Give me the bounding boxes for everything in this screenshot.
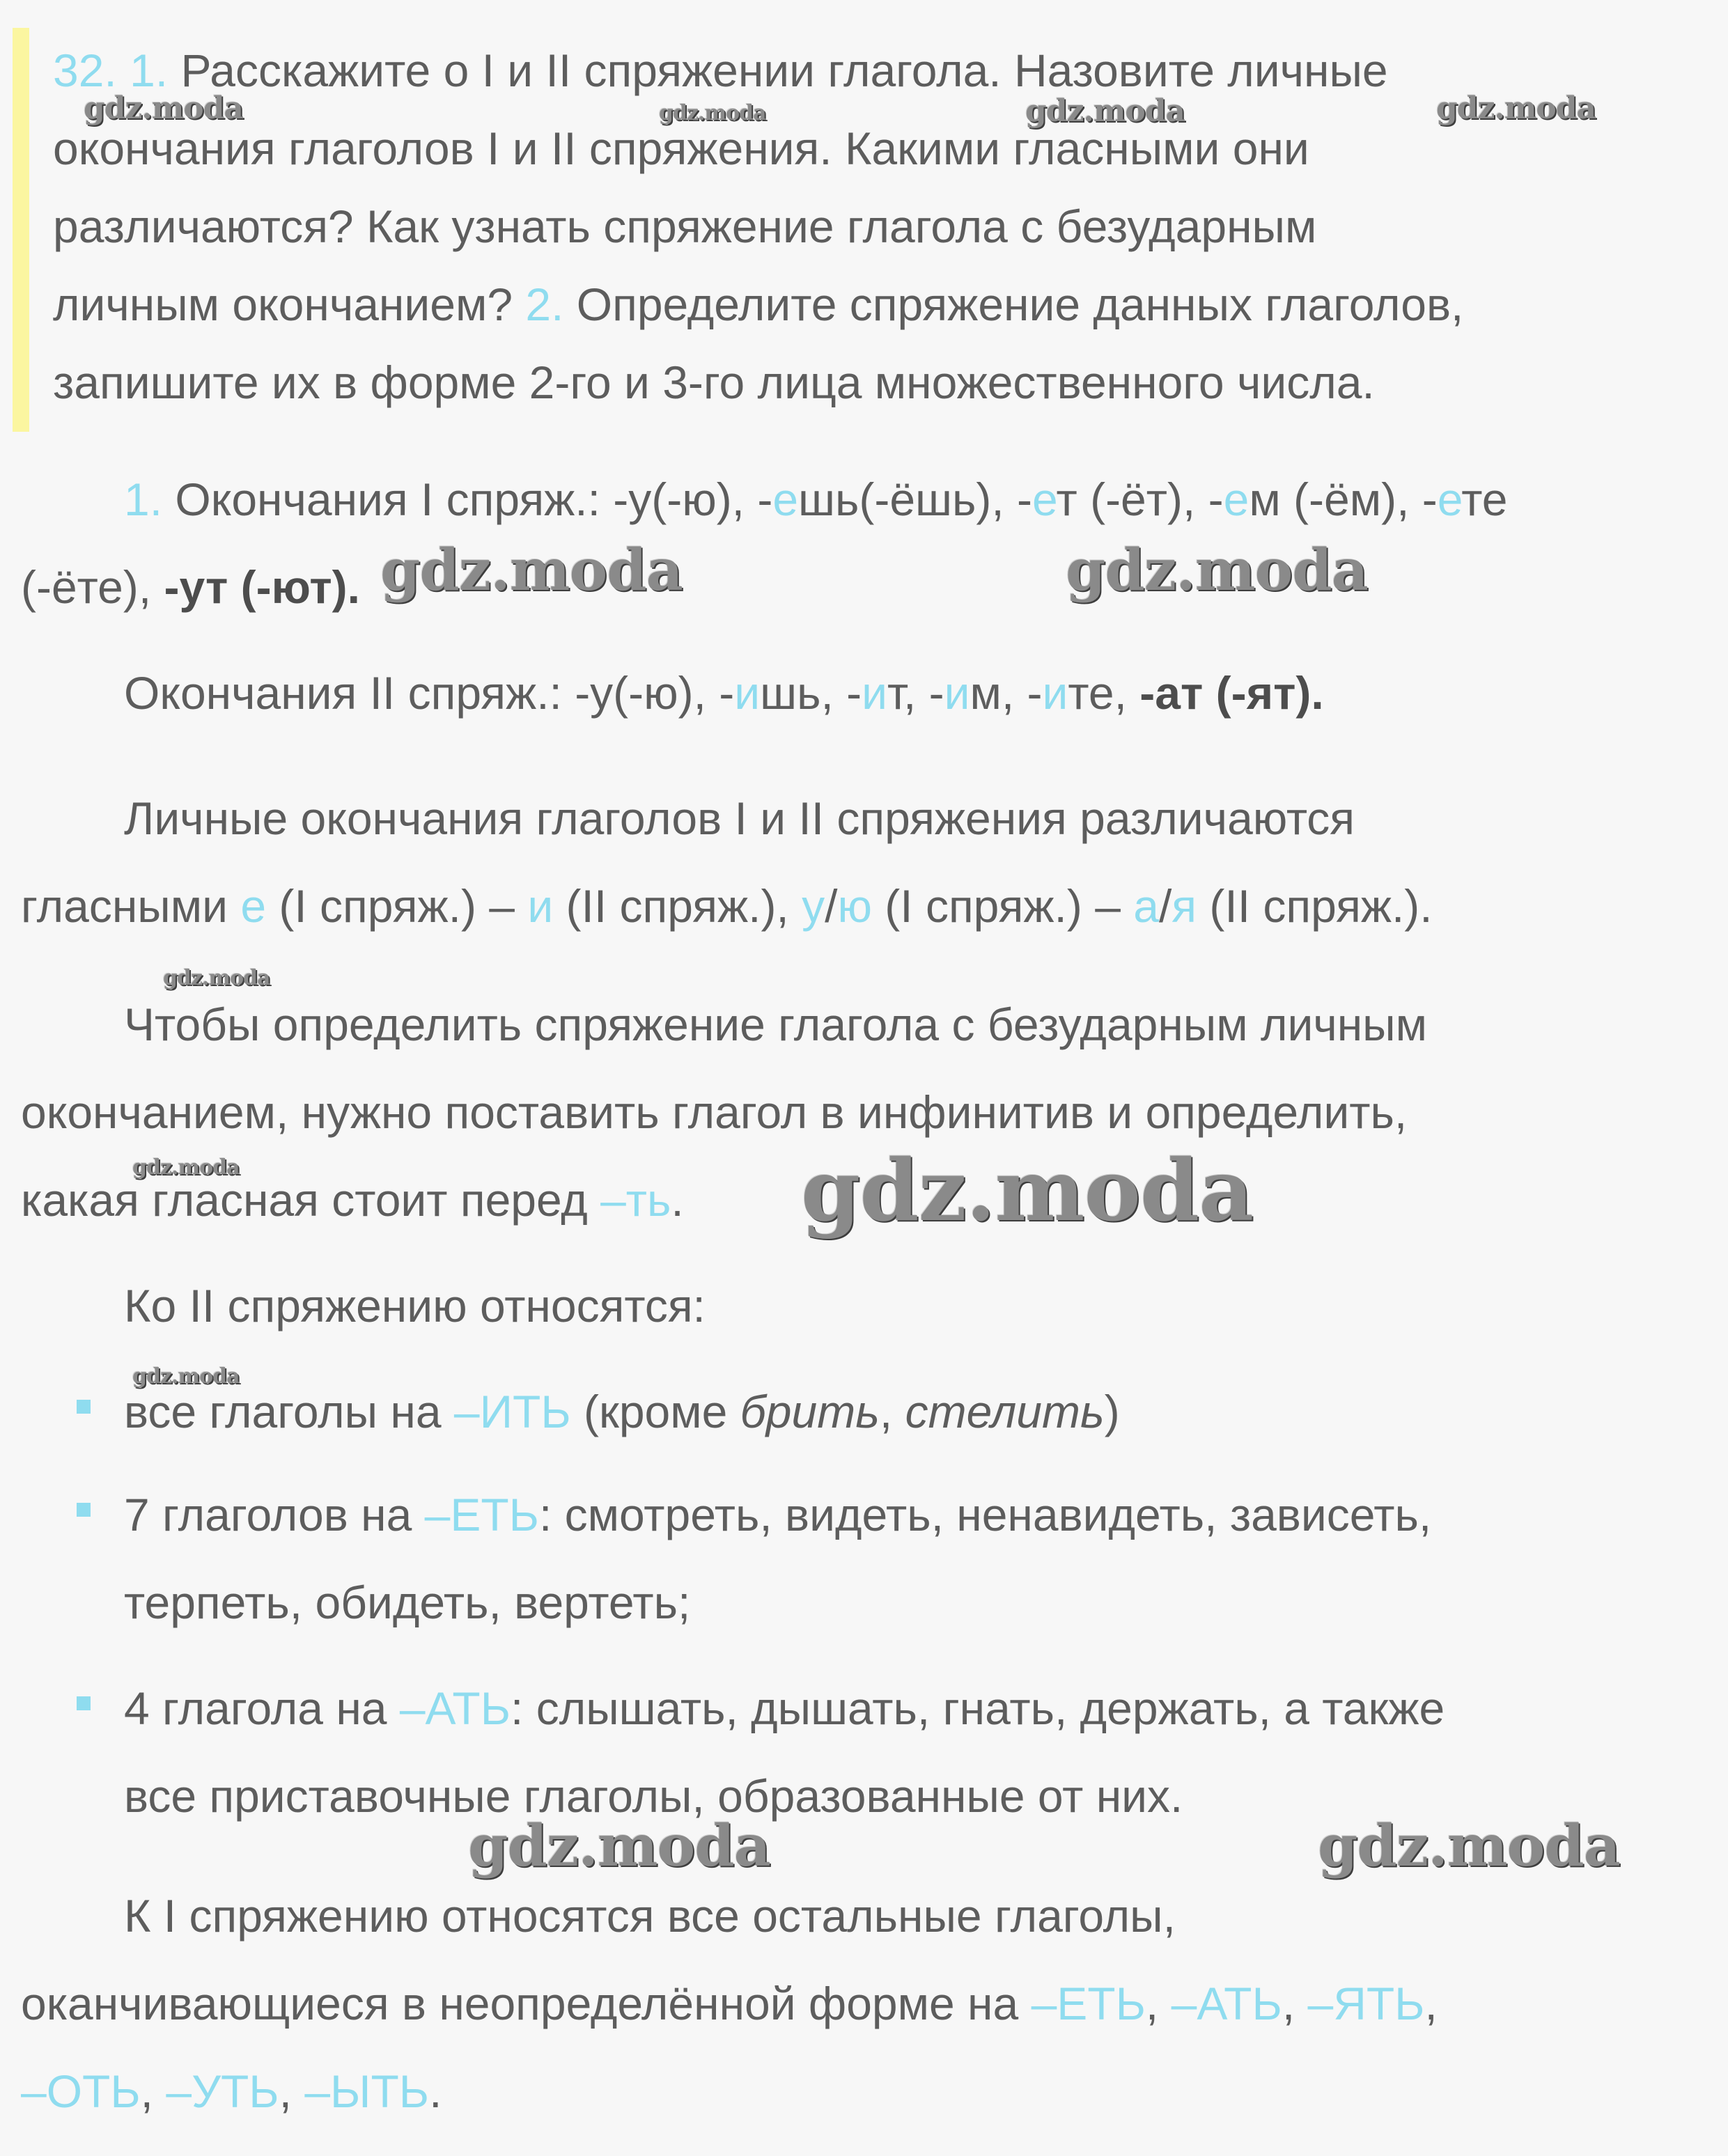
vowel: и <box>1042 667 1068 719</box>
text: (I спряж.) – <box>871 880 1134 932</box>
watermark: gdz.moda <box>132 1155 240 1180</box>
suffix: –АТЬ <box>399 1682 511 1734</box>
bullet-icon <box>77 1696 91 1710</box>
watermark: gdz.moda <box>132 1364 240 1389</box>
vowel: ю <box>837 880 872 932</box>
task-line-1 <box>53 45 1388 96</box>
vowel: е <box>240 880 267 932</box>
task-highlight-bar <box>13 28 29 432</box>
task-part-2: 2. <box>525 279 564 330</box>
suffix: –ЕТЬ <box>1031 1978 1146 2029</box>
text: т (-ёт), - <box>1056 474 1224 525</box>
conj1-line-1: К I спряжению относятся все остальные глаголы, <box>124 1890 1176 1942</box>
text: м (-ём), - <box>1249 474 1438 525</box>
vowel: я <box>1172 880 1197 932</box>
vowel: у <box>802 880 825 932</box>
text: те <box>1461 474 1508 525</box>
task-number: 32. <box>53 45 117 96</box>
vowel: е <box>1437 474 1462 525</box>
diff-line-1: Личные окончания глаголов I и II спряжения различаются <box>124 792 1355 844</box>
vowel: а <box>1133 880 1159 932</box>
conj1-endings-line-2 <box>21 561 360 613</box>
task-line-3: различаются? Как узнать спряжение глагола с безударным <box>53 201 1317 252</box>
text: т, - <box>887 667 944 719</box>
watermark: gdz.moda <box>1318 1813 1620 1880</box>
text: (II спряж.), <box>553 880 802 932</box>
text: , <box>1145 1978 1172 2029</box>
watermark: gdz.moda <box>1025 93 1185 129</box>
example: стелить <box>905 1386 1105 1437</box>
vowel: и <box>944 667 970 719</box>
task-line-5: запишите их в форме 2-го и 3-го лица множественного числа. <box>53 357 1375 408</box>
watermark: gdz.moda <box>380 537 683 604</box>
watermark: gdz.moda <box>659 101 766 125</box>
bullet-3-line-2: все приставочные глаголы, образованные от них. <box>124 1770 1183 1822</box>
text: м, - <box>970 667 1043 719</box>
text: , <box>279 2065 305 2117</box>
text: (II спряж.). <box>1197 880 1433 932</box>
watermark: gdz.moda <box>468 1813 770 1880</box>
suffix: –ОТЬ <box>21 2065 141 2117</box>
how-line-2: окончанием, нужно поставить глагол в инфинитив и определить, <box>21 1086 1408 1138</box>
suffix: –АТЬ <box>1171 1978 1282 2029</box>
task-line-2: окончания глаголов I и II спряжения. Какими гласными они <box>53 123 1309 174</box>
vowel: и <box>862 667 888 719</box>
conj1-line-2 <box>21 1978 1438 2029</box>
text: Окончания II спряж.: -у(-ю), - <box>124 667 735 719</box>
answer-number: 1. <box>124 474 163 525</box>
bullet-icon <box>77 1503 91 1517</box>
how-line-1: Чтобы определить спряжение глагола с безударным личным <box>124 999 1427 1050</box>
watermark: gdz.moda <box>1066 537 1368 604</box>
text: . <box>429 2065 442 2117</box>
text: (кроме <box>570 1386 740 1437</box>
vowel: е <box>772 474 799 525</box>
diff-line-2 <box>21 880 1433 932</box>
text: , <box>879 1386 905 1437</box>
text: те, <box>1068 667 1140 719</box>
vowel: е <box>1032 474 1057 525</box>
how-line-3 <box>21 1174 684 1226</box>
task-text: личным окончанием? <box>53 279 526 330</box>
task-text: Расскажите о I и II спряжении глагола. Назовите личные <box>168 45 1388 96</box>
watermark: gdz.moda <box>801 1140 1254 1240</box>
task-part-1: 1. <box>130 45 169 96</box>
bold-ending: -ут (-ют). <box>164 561 360 613</box>
text: , <box>1424 1978 1438 2029</box>
text: : слышать, дышать, гнать, держать, а также <box>511 1682 1445 1734</box>
watermark: gdz.moda <box>1436 91 1596 126</box>
conj2-endings-line <box>124 667 1324 719</box>
conj1-line-3 <box>21 2065 442 2117</box>
text: : смотреть, видеть, ненавидеть, зависеть, <box>538 1489 1432 1540</box>
text: / <box>825 880 838 932</box>
conj1-endings-line-1 <box>124 474 1508 525</box>
task-text: Определите спряжение данных глаголов, <box>563 279 1464 330</box>
watermark: gdz.moda <box>84 91 244 126</box>
text: / <box>1158 880 1172 932</box>
bullet-2-line-1 <box>124 1489 1432 1540</box>
watermark: gdz.moda <box>163 966 270 990</box>
text: , <box>1282 1978 1308 2029</box>
text: все глаголы на <box>124 1386 454 1437</box>
text: какая гласная стоит перед <box>21 1174 601 1226</box>
text: ) <box>1104 1386 1120 1437</box>
vowel: е <box>1223 474 1250 525</box>
vowel: и <box>734 667 761 719</box>
bullet-icon <box>77 1400 91 1414</box>
bullet-3-line-1 <box>124 1682 1445 1734</box>
suffix: –ЕТЬ <box>424 1489 539 1540</box>
suffix: –ть <box>600 1174 671 1226</box>
text: шь, - <box>760 667 862 719</box>
conj2-heading: Ко II спряжению относятся: <box>124 1280 706 1331</box>
text: 4 глагола на <box>124 1682 400 1734</box>
text: Окончания I спряж.: -у(-ю), - <box>162 474 773 525</box>
suffix: –ИТЬ <box>453 1386 571 1437</box>
text: оканчивающиеся в неопределённой форме на <box>21 1978 1032 2029</box>
suffix: –ЯТЬ <box>1307 1978 1425 2029</box>
text: . <box>671 1174 684 1226</box>
bullet-1 <box>124 1386 1120 1437</box>
suffix: –ЫТЬ <box>304 2065 430 2117</box>
task-line-4 <box>53 279 1464 330</box>
suffix: –УТЬ <box>166 2065 279 2117</box>
text: (-ёте), <box>21 561 164 613</box>
vowel: и <box>527 880 554 932</box>
text: (I спряж.) – <box>266 880 528 932</box>
text: шь(-ёшь), - <box>798 474 1033 525</box>
example: брить <box>740 1386 880 1437</box>
bullet-2-line-2: терпеть, обидеть, вертеть; <box>124 1577 691 1628</box>
text: гласными <box>21 880 241 932</box>
bold-ending: -ат (-ят). <box>1139 667 1324 719</box>
text: , <box>140 2065 166 2117</box>
text: 7 глаголов на <box>124 1489 425 1540</box>
